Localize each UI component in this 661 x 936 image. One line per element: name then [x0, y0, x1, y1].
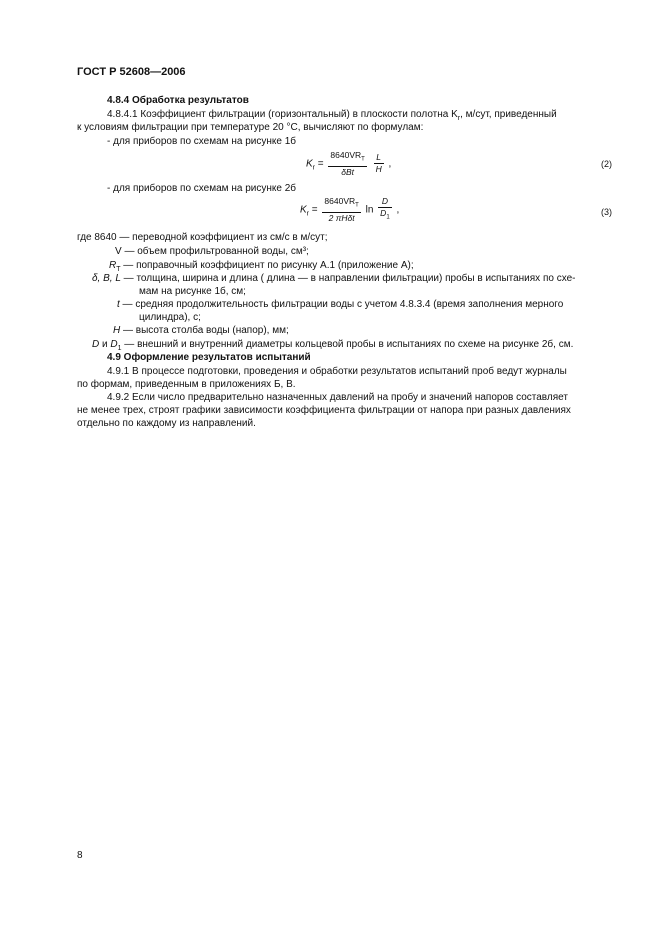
where-line: где 8640 — переводной коэффициент из см/с в м/сут;: [77, 232, 328, 243]
equals-sign: =: [311, 204, 318, 216]
numerator: [374, 152, 384, 164]
fraction-2: [378, 196, 391, 224]
section-title-4-8-4: 4.8.4 Обработка результатов: [107, 95, 249, 106]
eq-lhs-sub: r: [312, 164, 316, 172]
text: D: [380, 208, 387, 218]
term-sub: T: [116, 266, 121, 273]
text: L: [376, 152, 382, 163]
text: H: [375, 164, 382, 175]
denominator: [378, 208, 391, 224]
fraction-2: [374, 152, 384, 175]
text: — высота столба воды (напор), мм;: [120, 325, 289, 336]
denominator: [322, 213, 360, 224]
text: 8640VR: [324, 196, 356, 206]
eq-lhs-sub: r: [306, 210, 310, 218]
equation-3-number: (3): [601, 207, 612, 217]
text: и: [99, 339, 111, 350]
comma: ,: [396, 204, 400, 216]
eq-lhs: K: [306, 158, 313, 170]
paragraph-4-9-2-line3: отдельно по каждому из направлений.: [77, 418, 256, 429]
text: 2 πHδt: [328, 212, 355, 223]
definition-dbl-cont: мам на рисунке 1б, см;: [139, 286, 246, 297]
bullet-figure-2b: - для приборов по схемам на рисунке 2б: [107, 183, 296, 194]
term: t: [117, 299, 120, 310]
definition-h: [113, 324, 289, 337]
definition-t: [117, 298, 563, 311]
text: 8640VR: [330, 150, 362, 160]
text: δBt: [341, 166, 354, 177]
paragraph-4-8-4-1-line2: к условиям фильтрации при температуре 20 °С, вычисляют по формулам:: [77, 122, 424, 133]
document-code: ГОСТ Р 52608—2006: [77, 66, 186, 78]
sub: T: [361, 156, 365, 163]
equals-sign: =: [317, 158, 324, 170]
equation-2: [306, 150, 391, 178]
term: δ, B, L: [92, 273, 121, 284]
denominator: [374, 164, 384, 175]
numerator: [328, 150, 366, 167]
paragraph-4-9-1-line2: по формам, приведенным в приложениях Б, В.: [77, 379, 296, 390]
fraction-1: [322, 196, 360, 224]
equation-3: [300, 196, 399, 224]
page-number: 8: [77, 850, 83, 861]
denominator: [328, 167, 366, 178]
equation-2-number: (2): [601, 159, 612, 169]
text: D: [381, 196, 388, 206]
sub: 1: [386, 214, 390, 221]
paragraph-4-9-2-line1: 4.9.2 Если число предварительно назначенных давлений на пробу и значений напоров составляет: [107, 392, 568, 403]
term: R: [109, 260, 117, 271]
sub: T: [355, 202, 359, 209]
text: — поправочный коэффициент по рисунку А.1 (приложение А);: [120, 260, 414, 271]
subscript: r: [457, 115, 461, 122]
definition-v: V — объем профильтрованной воды, см³;: [115, 246, 309, 257]
term: D: [110, 339, 118, 350]
text: — средняя продолжительность фильтрации воды с учетом 4.8.3.4 (время заполнения мерного: [119, 299, 564, 310]
text: , м/сут, приведенный: [460, 109, 557, 120]
definition-dbl: [92, 272, 576, 285]
text: — внешний и внутренний диаметры кольцевой пробы в испытаниях по схеме на рисунке 2б, см.: [121, 339, 574, 350]
bullet-figure-1b: - для приборов по схемам на рисунке 1б: [107, 136, 296, 147]
eq-lhs: K: [300, 204, 307, 216]
term: H: [113, 325, 121, 336]
term-sub: 1: [117, 345, 122, 352]
term: D: [92, 339, 100, 350]
numerator: [378, 196, 391, 208]
numerator: [322, 196, 360, 213]
section-title-4-9: 4.9 Оформление результатов испытаний: [107, 352, 311, 363]
text: — толщина, ширина и длина ( длина — в направлении фильтрации) пробы в испытаниях по схе-: [120, 273, 576, 284]
definition-t-cont: цилиндра), с;: [139, 312, 201, 323]
paragraph-4-9-1-line1: 4.9.1 В процессе подготовки, проведения и обработки результатов испытаний проб ведут журналы: [107, 366, 567, 377]
paragraph-4-9-2-line2: не менее трех, строят графики зависимости коэффициента фильтрации от напора при разных давлениях: [77, 405, 571, 416]
text: 4.8.4.1 Коэффициент фильтрации (горизонтальный) в плоскости полотна K: [107, 109, 458, 120]
fraction-1: [328, 150, 366, 178]
comma: ,: [388, 158, 392, 170]
ln: ln: [365, 204, 374, 216]
